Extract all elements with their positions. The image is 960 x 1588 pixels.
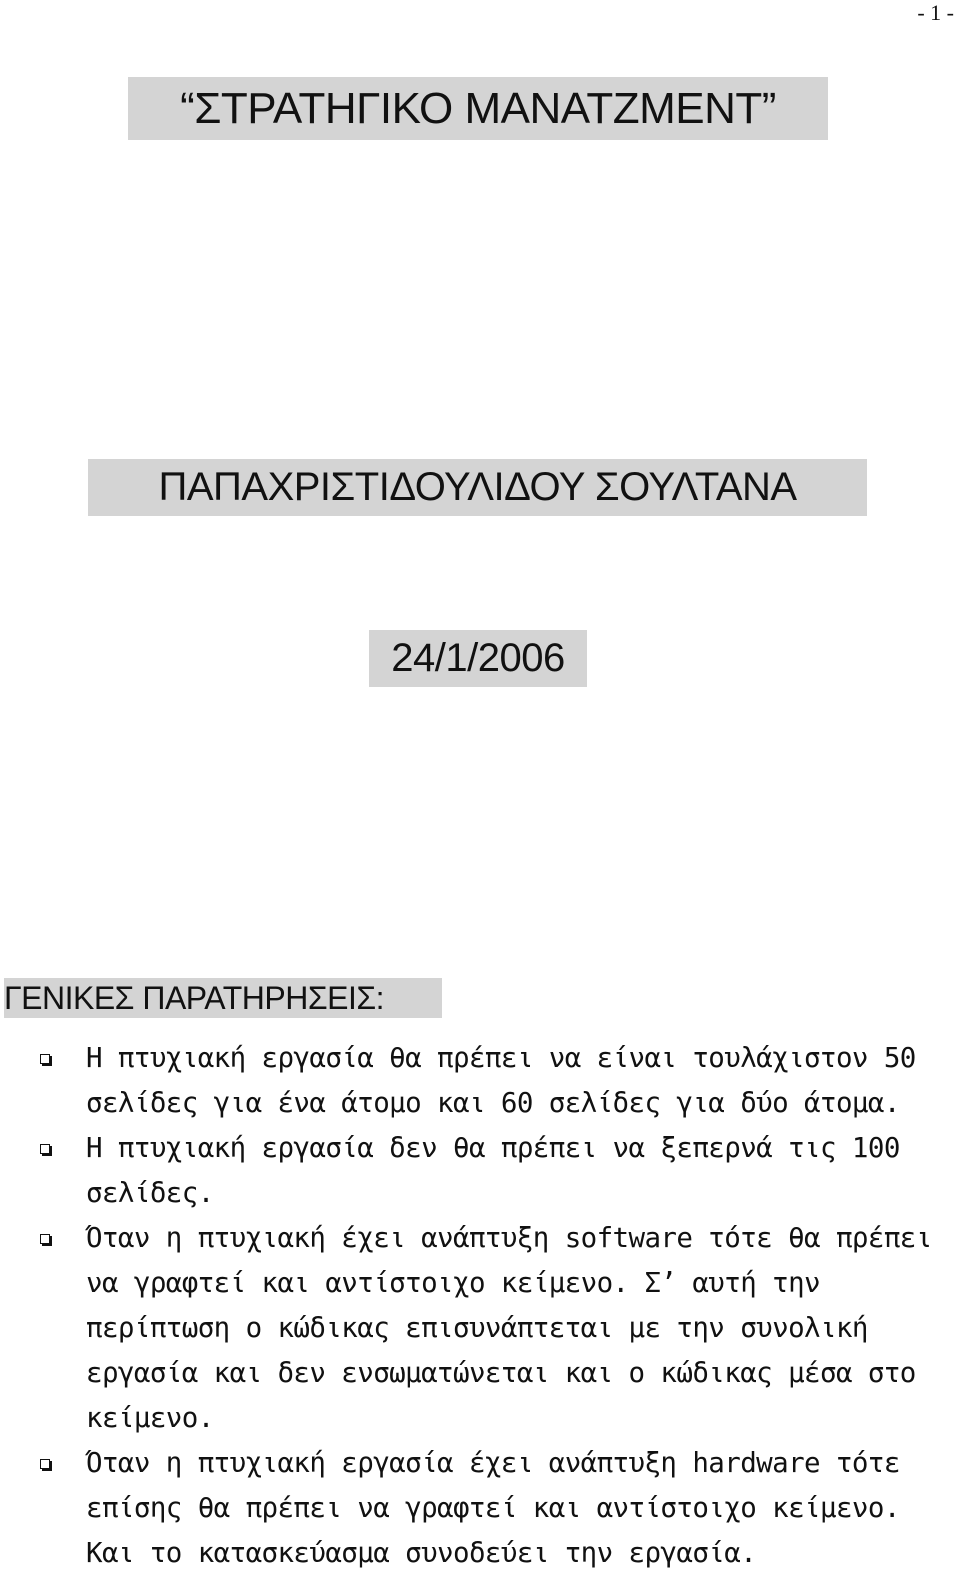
remark-text: Όταν η πτυχιακή έχει ανάπτυξη software τότε θα πρέπει να γραφτεί και αντίστοιχο κείμενο. Σ’ αυτή την περίπτωση ο κώδικας επισυνάπτεται με την συνολική εργασία και δεν ενσωματώνεται και ο κώδικας μέσα στο κείμενο. [86,1222,932,1434]
document-date: 24/1/2006 [369,630,587,687]
remark-item [0,1036,960,1126]
remark-text: Όταν η πτυχιακή εργασία έχει ανάπτυξη hardware τότε επίσης θα πρέπει να γραφτεί και αντίστοιχο κείμενο. Και το κατασκεύασμα συνοδεύει την εργασία. [86,1447,900,1569]
square-bullet-icon [40,1234,50,1244]
remark-item [0,1441,960,1576]
square-bullet-icon [40,1054,50,1064]
remark-text: Η πτυχιακή εργασία θα πρέπει να είναι τουλάχιστον 50 σελίδες για ένα άτομο και 60 σελίδες για δύο άτομα. [86,1042,916,1119]
square-bullet-icon [40,1459,50,1469]
document-title: “ΣΤΡΑΤΗΓΙΚΟ ΜΑΝΑΤΖΜΕΝΤ” [128,77,828,140]
page-number: - 1 - [917,0,954,25]
remark-item [0,1216,960,1441]
remarks-list [0,1036,960,1576]
remark-item [0,1126,960,1216]
square-bullet-icon [40,1144,50,1154]
remark-text: Η πτυχιακή εργασία δεν θα πρέπει να ξεπερνά τις 100 σελίδες. [86,1132,900,1209]
author-name: ΠΑΠΑΧΡΙΣΤΙΔΟΥΛΙΔΟΥ ΣΟΥΛΤΑΝΑ [88,459,867,516]
section-heading: ΓΕΝΙΚΕΣ ΠΑΡΑΤΗΡΗΣΕΙΣ: [4,978,442,1018]
